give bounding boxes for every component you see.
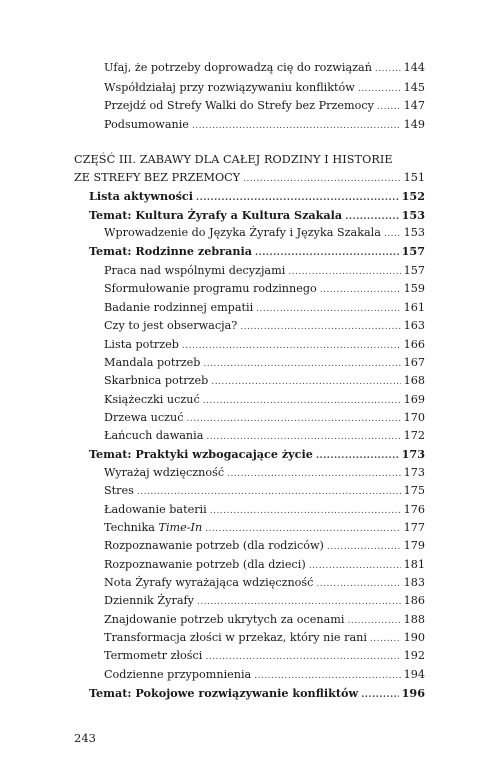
toc-entry-page: 166 [403, 338, 425, 351]
toc-leader-dots [210, 504, 401, 518]
toc-entry [104, 118, 425, 133]
part-heading-line-1: CZĘŚĆ III. ZABAWY DLA CAŁEJ RODZINY I HISTORIE [74, 153, 393, 166]
toc-entry-title [104, 521, 202, 535]
toc-entry-page: 177 [403, 521, 425, 534]
toc-leader-dots [192, 119, 401, 133]
toc-entry-page: 190 [403, 631, 425, 644]
toc-entry [104, 594, 425, 609]
toc-entry-title: Lista aktywności [89, 189, 193, 203]
toc-entry [104, 264, 425, 279]
toc-entry-title: Książeczki uczuć [104, 393, 200, 406]
toc-entry-title: Codzienne przypomnienia [104, 668, 252, 681]
toc-entry-title: Rozpoznawanie potrzeb (dla dzieci) [104, 558, 306, 571]
toc-entry [104, 429, 425, 444]
toc-leader-dots [227, 467, 401, 481]
toc-entry-title: Ładowanie baterii [104, 503, 207, 516]
toc-leader-dots [348, 614, 401, 628]
toc-entry-page: 157 [401, 244, 425, 258]
toc-entry-title: Drzewa uczuć [104, 411, 184, 424]
toc-entry-page: 153 [401, 208, 425, 222]
toc-entry-page: 161 [403, 301, 425, 314]
toc-entry [104, 393, 425, 408]
page-number: 243 [74, 731, 96, 745]
toc-leader-dots [358, 82, 401, 96]
toc-entry-title: Temat: Rodzinne zebrania [89, 244, 252, 258]
toc-entry [104, 668, 425, 683]
part-heading-line-2: ZE STREFY BEZ PRZEMOCY [74, 171, 241, 184]
toc-leader-dots [196, 191, 399, 205]
toc-section-entry [89, 244, 425, 260]
toc-entry-page: 181 [403, 558, 425, 571]
toc-entry [104, 649, 425, 664]
toc-entry-page: 169 [403, 393, 425, 406]
toc-entry-title: Transformacja złości w przekaz, który nie rani [104, 631, 367, 644]
toc-leader-dots [205, 650, 400, 664]
toc-entry-title: Przejdź od Strefy Walki do Strefy bez Przemocy [104, 99, 374, 112]
toc-leader-dots [203, 357, 400, 371]
toc-entry [104, 521, 425, 536]
toc-leader-dots [206, 430, 400, 444]
toc-entry [104, 301, 425, 316]
toc-entry-title: Podsumowanie [104, 118, 189, 131]
toc-section-entry [89, 189, 425, 205]
toc-entry-page: 176 [403, 503, 425, 516]
toc-leader-dots [254, 669, 400, 683]
toc-entry-page: 163 [403, 319, 425, 332]
toc-leader-dots [255, 246, 399, 260]
toc-entry [104, 319, 425, 334]
toc-entry [104, 484, 425, 499]
toc-leader-dots [197, 595, 401, 609]
toc-entry-page: 168 [403, 374, 425, 387]
toc-entry-page: 175 [403, 484, 425, 497]
toc-entry-title: Temat: Kultura Żyrafy a Kultura Szakala [89, 208, 343, 222]
toc-entry-title: Wprowadzenie do Języka Żyrafy i Języka Szakala [104, 226, 381, 239]
toc-leader-dots [316, 449, 399, 463]
toc-entry-title-prefix: Technika [104, 521, 159, 534]
toc-entry-title: Ufaj, że potrzeby doprowadzą cię do rozwiązań [104, 61, 372, 74]
toc-entry [104, 613, 425, 628]
toc-leader-dots [320, 283, 401, 297]
toc-section-entry [89, 208, 425, 224]
toc-entry-title: Znajdowanie potrzeb ukrytych za ocenami [104, 613, 345, 626]
toc-entry-page: 151 [403, 171, 425, 184]
toc-entry-title: Dziennik Żyrafy [104, 594, 194, 607]
toc-entry-title: Łańcuch dawania [104, 429, 204, 442]
toc-entry-page: 157 [403, 264, 425, 277]
toc-entry-title: Rozpoznawanie potrzeb (dla rodziców) [104, 539, 324, 552]
toc-entry [104, 411, 425, 426]
toc-entry-title: Mandala potrzeb [104, 356, 201, 369]
toc-entry-title: Nota Żyrafy wyrażająca wdzięczność [104, 576, 314, 589]
toc-leader-dots [384, 227, 401, 241]
toc-entry-title: Badanie rodzinnej empatii [104, 301, 254, 314]
toc-entry-page: 196 [401, 686, 425, 700]
toc-leader-dots [186, 412, 400, 426]
toc-entry-page: 152 [401, 189, 425, 203]
toc-leader-dots [137, 485, 401, 499]
toc-entry-page: 173 [403, 466, 425, 479]
toc-entry-title-italic: Time-In [158, 521, 203, 534]
toc-leader-dots [288, 265, 400, 279]
toc-leader-dots [243, 172, 401, 186]
toc-leader-dots [361, 688, 399, 702]
toc-entry [104, 558, 425, 573]
toc-entry-title: Praca nad wspólnymi decyzjami [104, 264, 286, 277]
toc-entry-title: Termometr złości [104, 649, 203, 662]
toc-entry-page: 144 [403, 61, 425, 74]
toc-entry-page: 145 [403, 81, 425, 94]
toc-entry [104, 226, 425, 241]
toc-entry [104, 503, 425, 518]
toc-entry-title: Temat: Pokojowe rozwiązywanie konfliktów [89, 686, 359, 700]
toc-entry-page: 149 [403, 118, 425, 131]
toc-leader-dots [316, 577, 400, 591]
toc-entry-page: 194 [403, 668, 425, 681]
toc-leader-dots [256, 302, 400, 316]
toc-entry-title: Temat: Praktyki wzbogacające życie [89, 447, 313, 461]
toc-entry-page: 183 [403, 576, 425, 589]
toc-entry [104, 99, 425, 114]
toc-entry [104, 61, 425, 76]
toc-entry-page: 173 [401, 447, 425, 461]
toc-entry-title: Wyrażaj wdzięczność [104, 466, 225, 479]
toc-entry-title: Lista potrzeb [104, 338, 179, 351]
toc-entry-page: 192 [403, 649, 425, 662]
toc-entry [104, 466, 425, 481]
toc-entry [104, 338, 425, 353]
toc-entry-title: Sformułowanie programu rodzinnego [104, 282, 317, 295]
toc-entry-page: 186 [403, 594, 425, 607]
toc-entry-page: 167 [403, 356, 425, 369]
toc-leader-dots [211, 375, 400, 389]
toc-entry-title: Czy to jest obserwacja? [104, 319, 238, 332]
toc-entry-page: 172 [403, 429, 425, 442]
toc-section-entry [89, 447, 425, 463]
toc-entry-page: 170 [403, 411, 425, 424]
toc-entry-page: 188 [403, 613, 425, 626]
toc-entry [104, 356, 425, 371]
toc-entry [104, 631, 425, 646]
toc-leader-dots [240, 320, 400, 334]
toc-entry [104, 282, 425, 297]
part-heading-entry [74, 171, 425, 186]
toc-leader-dots [377, 100, 401, 114]
toc-entry-title: Stres [104, 484, 134, 497]
toc-entry-title: Skarbnica potrzeb [104, 374, 209, 387]
toc-leader-dots [205, 522, 400, 536]
toc-entry-page: 159 [403, 282, 425, 295]
toc-entry-page: 153 [403, 226, 425, 239]
toc-leader-dots [375, 62, 401, 76]
toc-entry-page: 147 [403, 99, 425, 112]
toc-leader-dots [370, 632, 401, 646]
toc-entry [104, 374, 425, 389]
toc-leader-dots [327, 540, 401, 554]
toc-entry [104, 539, 425, 554]
toc-entry [104, 576, 425, 591]
toc-entry-title: Współdziałaj przy rozwiązywaniu konfliktów [104, 81, 355, 94]
toc-entry-page: 179 [403, 539, 425, 552]
toc-leader-dots [309, 559, 401, 573]
toc-section-entry [89, 686, 425, 702]
toc-leader-dots [182, 339, 401, 353]
toc-leader-dots [203, 394, 401, 408]
toc-entry [104, 81, 425, 96]
toc-leader-dots [345, 210, 398, 224]
